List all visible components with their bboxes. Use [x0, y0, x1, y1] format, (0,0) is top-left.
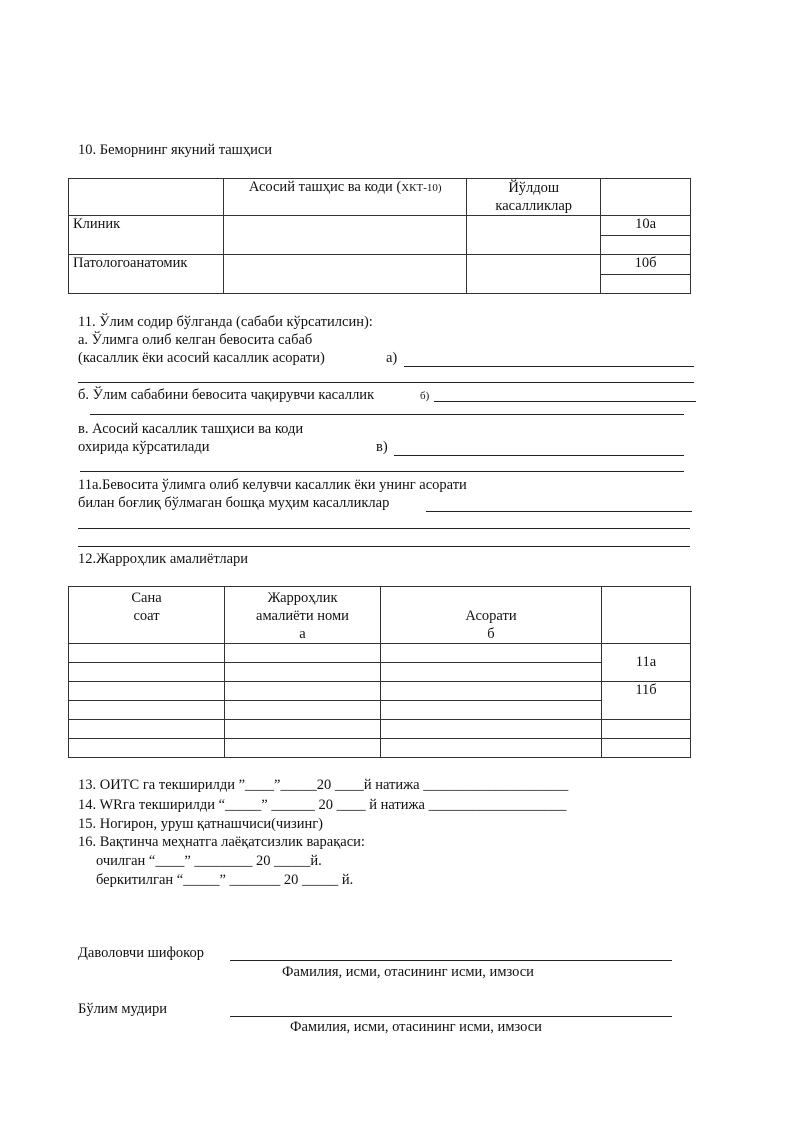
- cause-v-field-2[interactable]: [80, 471, 684, 472]
- cause-a-line2: (касаллик ёки асосий касаллик асорати): [78, 350, 325, 366]
- other-diseases-line1: 11а.Бевосита ўлимга олиб келувчи касаллик ёки унинг асорати: [78, 477, 467, 493]
- clinical-diagnosis-cell[interactable]: [224, 216, 467, 255]
- col-surgery-1: Жарроҳлик: [267, 590, 338, 606]
- cause-a-line1: а. Ўлимга олиб келган бевосита сабаб: [78, 332, 313, 348]
- col-date: Сана: [131, 590, 162, 606]
- cause-a-marker: а): [386, 350, 398, 366]
- cause-v-marker: в): [376, 439, 388, 455]
- surgery-complication-cell[interactable]: [381, 701, 602, 720]
- surgery-complication-cell[interactable]: [381, 682, 602, 701]
- surgery-complication-cell[interactable]: [381, 644, 602, 663]
- surgery-date-cell[interactable]: [69, 682, 225, 701]
- col-time: соат: [133, 608, 160, 624]
- item-16-closed: беркитилган “_____” _______ 20 _____ й.: [96, 872, 354, 888]
- surgery-name-cell[interactable]: [225, 644, 381, 663]
- col-comorbid-2: касалликлар: [495, 198, 573, 214]
- head-signature-field[interactable]: [230, 1016, 672, 1017]
- surgery-date-cell[interactable]: [69, 701, 225, 720]
- section10-heading: 10. Беморнинг якуний ташҳиси: [78, 142, 273, 158]
- code-field[interactable]: [602, 739, 691, 758]
- head-label: Бўлим мудири: [78, 1001, 168, 1017]
- section11-heading: 11. Ўлим содир бўлганда (сабаби кўрсатилсин):: [78, 314, 373, 330]
- code-11b: 11б: [602, 682, 691, 720]
- col-comorbid-1: Йўлдош: [508, 180, 560, 196]
- surgery-table: [68, 586, 691, 758]
- row-clinical: Клиник: [69, 216, 224, 255]
- col-main-code: ХКТ-10): [401, 182, 442, 194]
- doctor-caption: Фамилия, исми, отасининг исми, имзоси: [282, 964, 534, 980]
- item-15-disabled: 15. Ногирон, уруш қатнашчиси(чизинг): [78, 816, 323, 832]
- cause-b-line: б. Ўлим сабабини бевосита чақирувчи касаллик: [78, 387, 375, 403]
- surgery-name-cell[interactable]: [225, 701, 381, 720]
- code-10b-field[interactable]: [601, 275, 690, 293]
- item-16-opened: очилган “____” ________ 20 _____й.: [96, 853, 322, 869]
- code-10a-field[interactable]: [601, 236, 690, 254]
- pathology-comorbid-cell[interactable]: [467, 255, 601, 294]
- col-complication-2: б: [487, 626, 495, 642]
- surgery-date-cell[interactable]: [69, 720, 225, 739]
- surgery-name-cell[interactable]: [225, 720, 381, 739]
- other-diseases-field-2[interactable]: [78, 528, 690, 529]
- cause-a-field-2[interactable]: [78, 382, 694, 383]
- item-16-sick-leave: 16. Вақтинча меҳнатга лаёқатсизлик варақаси:: [78, 834, 365, 850]
- col-main-diagnosis: Асосий ташҳис ва коди (: [248, 179, 402, 195]
- cause-b-marker: б): [420, 390, 430, 402]
- code-10a: 10а: [601, 216, 690, 236]
- cause-b-field-2[interactable]: [90, 414, 684, 415]
- cause-b-field[interactable]: [434, 401, 696, 402]
- code-10b: 10б: [601, 255, 690, 275]
- surgery-name-cell[interactable]: [225, 682, 381, 701]
- col-surgery-3: а: [299, 626, 306, 642]
- cause-v-field[interactable]: [394, 455, 684, 456]
- surgery-date-cell[interactable]: [69, 663, 225, 682]
- code-11a: 11а: [602, 644, 691, 682]
- surgery-complication-cell[interactable]: [381, 720, 602, 739]
- doctor-signature-field[interactable]: [230, 960, 672, 961]
- surgery-date-cell[interactable]: [69, 739, 225, 758]
- code-field[interactable]: [602, 720, 691, 739]
- surgery-complication-cell[interactable]: [381, 663, 602, 682]
- cause-v-line1: в. Асосий касаллик ташҳиси ва коди: [78, 421, 304, 437]
- col-complication-1: Асорати: [465, 608, 517, 624]
- cause-a-field[interactable]: [404, 366, 694, 367]
- other-diseases-field[interactable]: [426, 511, 692, 512]
- col-surgery-2: амалиёти номи: [256, 608, 349, 624]
- surgery-date-cell[interactable]: [69, 644, 225, 663]
- other-diseases-field-3[interactable]: [78, 546, 690, 547]
- head-caption: Фамилия, исми, отасининг исми, имзоси: [290, 1019, 542, 1035]
- diagnosis-table: [68, 178, 691, 294]
- row-pathology: Патологоанатомик: [69, 255, 224, 294]
- surgery-name-cell[interactable]: [225, 739, 381, 758]
- item-13-hiv: 13. ОИТС га текширилди ”____”_____20 ____й натижа ____________________: [78, 777, 569, 793]
- surgery-name-cell[interactable]: [225, 663, 381, 682]
- pathology-diagnosis-cell[interactable]: [224, 255, 467, 294]
- clinical-comorbid-cell[interactable]: [467, 216, 601, 255]
- item-14-wr: 14. WRга текширилди “_____” ______ 20 ____ й натижа ___________________: [78, 797, 567, 813]
- surgery-complication-cell[interactable]: [381, 739, 602, 758]
- doctor-label: Даволовчи шифокор: [78, 945, 204, 961]
- other-diseases-line2: билан боғлиқ бўлмаган бошқа муҳим касалликлар: [78, 495, 390, 511]
- section12-heading: 12.Жарроҳлик амалиётлари: [78, 551, 249, 567]
- cause-v-line2: охирида кўрсатилади: [78, 439, 210, 455]
